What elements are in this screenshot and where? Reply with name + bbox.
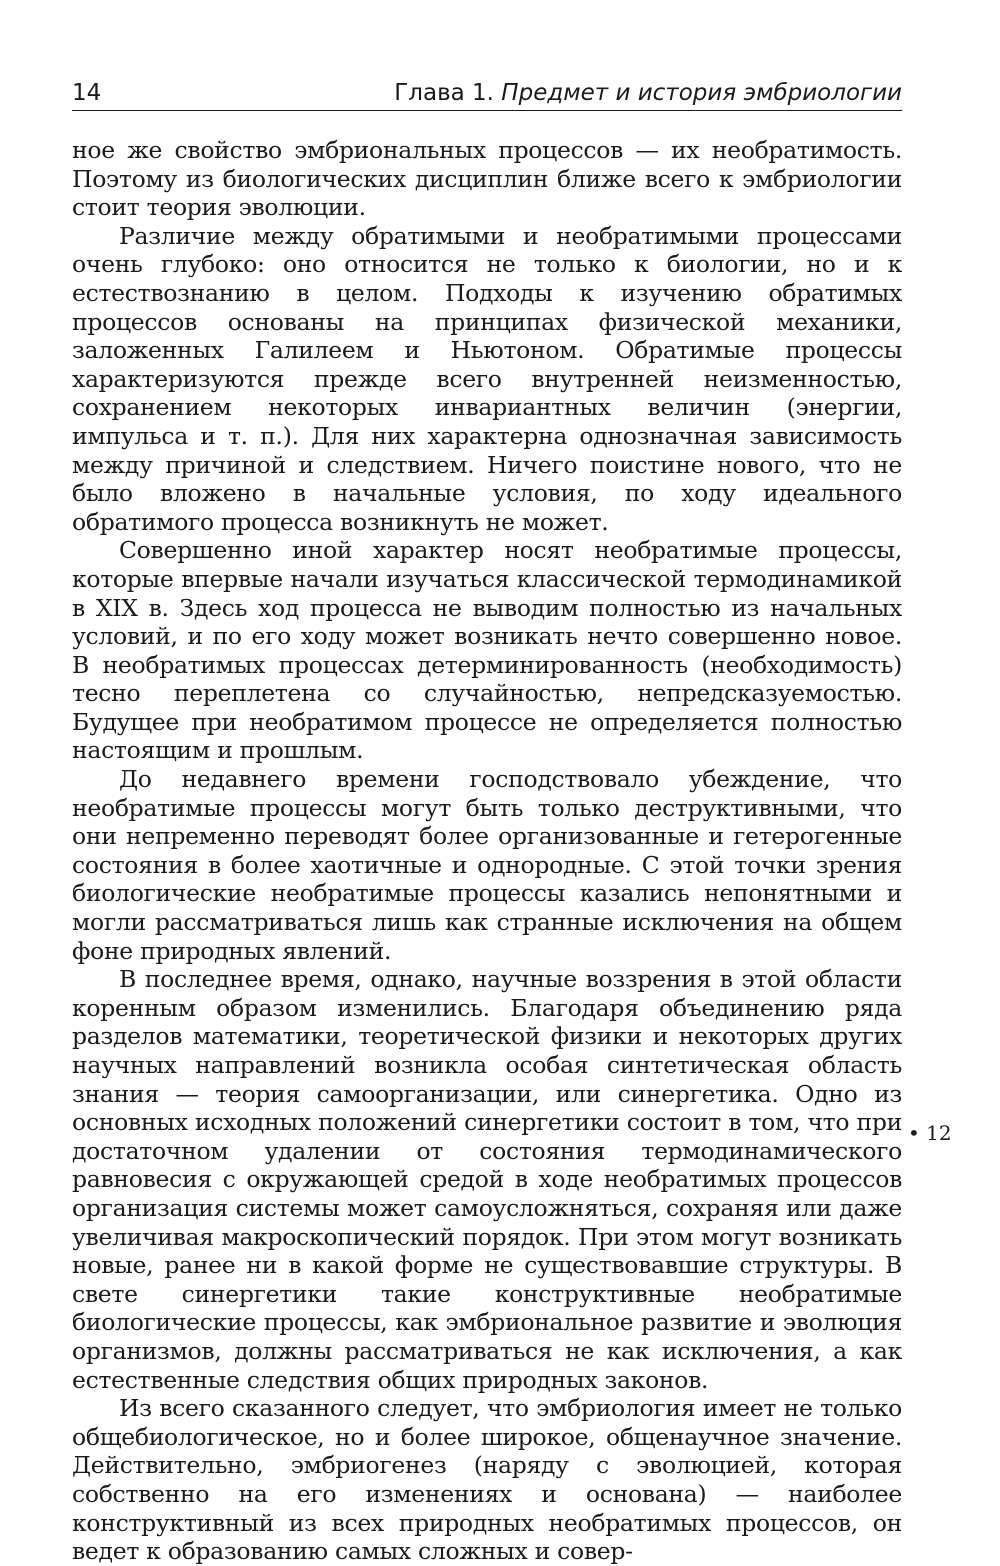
paragraph: Различие между обратимыми и необратимыми процессами очень глубоко: оно относится не только к биологии, но и к естествознанию в целом. Подходы к изучению обратимых процессов основаны на принципах физической механики, заложенных Галилеем и Ньютоном. Обратимые процессы характеризуются прежде всего внутренней неизменностью, сохранением некоторых инвариантных величин (энергии, импульса и т. п.). Для них характерна однозначная зависимость между причиной и следствием. Ничего поистине нового, что не было вложено в начальные условия, по ходу идеального обратимого процесса возникнуть не может.: [72, 221, 902, 536]
margin-reference-marker: • 12: [908, 1121, 952, 1145]
body-text: [72, 136, 902, 1566]
paragraph: До недавнего времени господствовало убеждение, что необратимые процессы могут быть только деструктивными, что они непременно переводят более организованные и гетерогенные состояния в более хаотичные и однородные. С этой точки зрения биологические необратимые процессы казались непонятными и могли рассматриваться лишь как странные исключения на общем фоне природных явлений.: [72, 765, 902, 965]
chapter-title: Предмет и история эмбриологии: [501, 80, 902, 106]
paragraph-continued: ное же свойство эмбриональных процессов — их необратимость. Поэтому из биологических дисциплин ближе всего к эмбриологии стоит теория эволюции.: [72, 136, 902, 222]
chapter-label: Глава 1.: [394, 80, 494, 106]
paragraph: Совершенно иной характер носят необратимые процессы, которые впервые начали изучаться классической термодинамикой в XIX в. Здесь ход процесса не выводим полностью из начальных условий, и по его ходу может возникать нечто совершенно новое. В необратимых процессах детерминированность (необходимость) тесно переплетена со случайностью, непредсказуемостью. Будущее при необратимом процессе не определяется полностью настоящим и прошлым.: [72, 536, 902, 765]
paragraph: Из всего сказанного следует, что эмбриология имеет не только общебиологическое, но и более широкое, общенаучное значение. Действительно, эмбриогенез (наряду с эволюцией, которая собственно на его изменениях и основана) — наиболее конструктивный из всех природных необратимых процессов, он ведет к образованию самых сложных и совер-: [72, 1394, 902, 1566]
page-number: 14: [72, 80, 102, 106]
running-title: [394, 76, 902, 110]
running-header: [72, 76, 902, 111]
paragraph: В последнее время, однако, научные воззрения в этой области коренным образом изменились. Благодаря объединению ряда разделов математики, теоретической физики и некоторых других научных направлений возникла особая синтетическая область знания — теория самоорганизации, или синергетика. Одно из основных исходных положений синергетики состоит в том, что при достаточном удалении от состояния термодинамического равновесия с окружающей средой в ходе необратимых процессов организация системы может самоусложняться, сохраняя или даже увеличивая макроскопический порядок. При этом могут возникать новые, ранее ни в какой форме не существовавшие структуры. В свете синергетики такие конструктивные необратимые биологические процессы, как эмбриональное развитие и эволюция организмов, должны рассматриваться не как исключения, а как естественные следствия общих природных законов.: [72, 965, 902, 1394]
